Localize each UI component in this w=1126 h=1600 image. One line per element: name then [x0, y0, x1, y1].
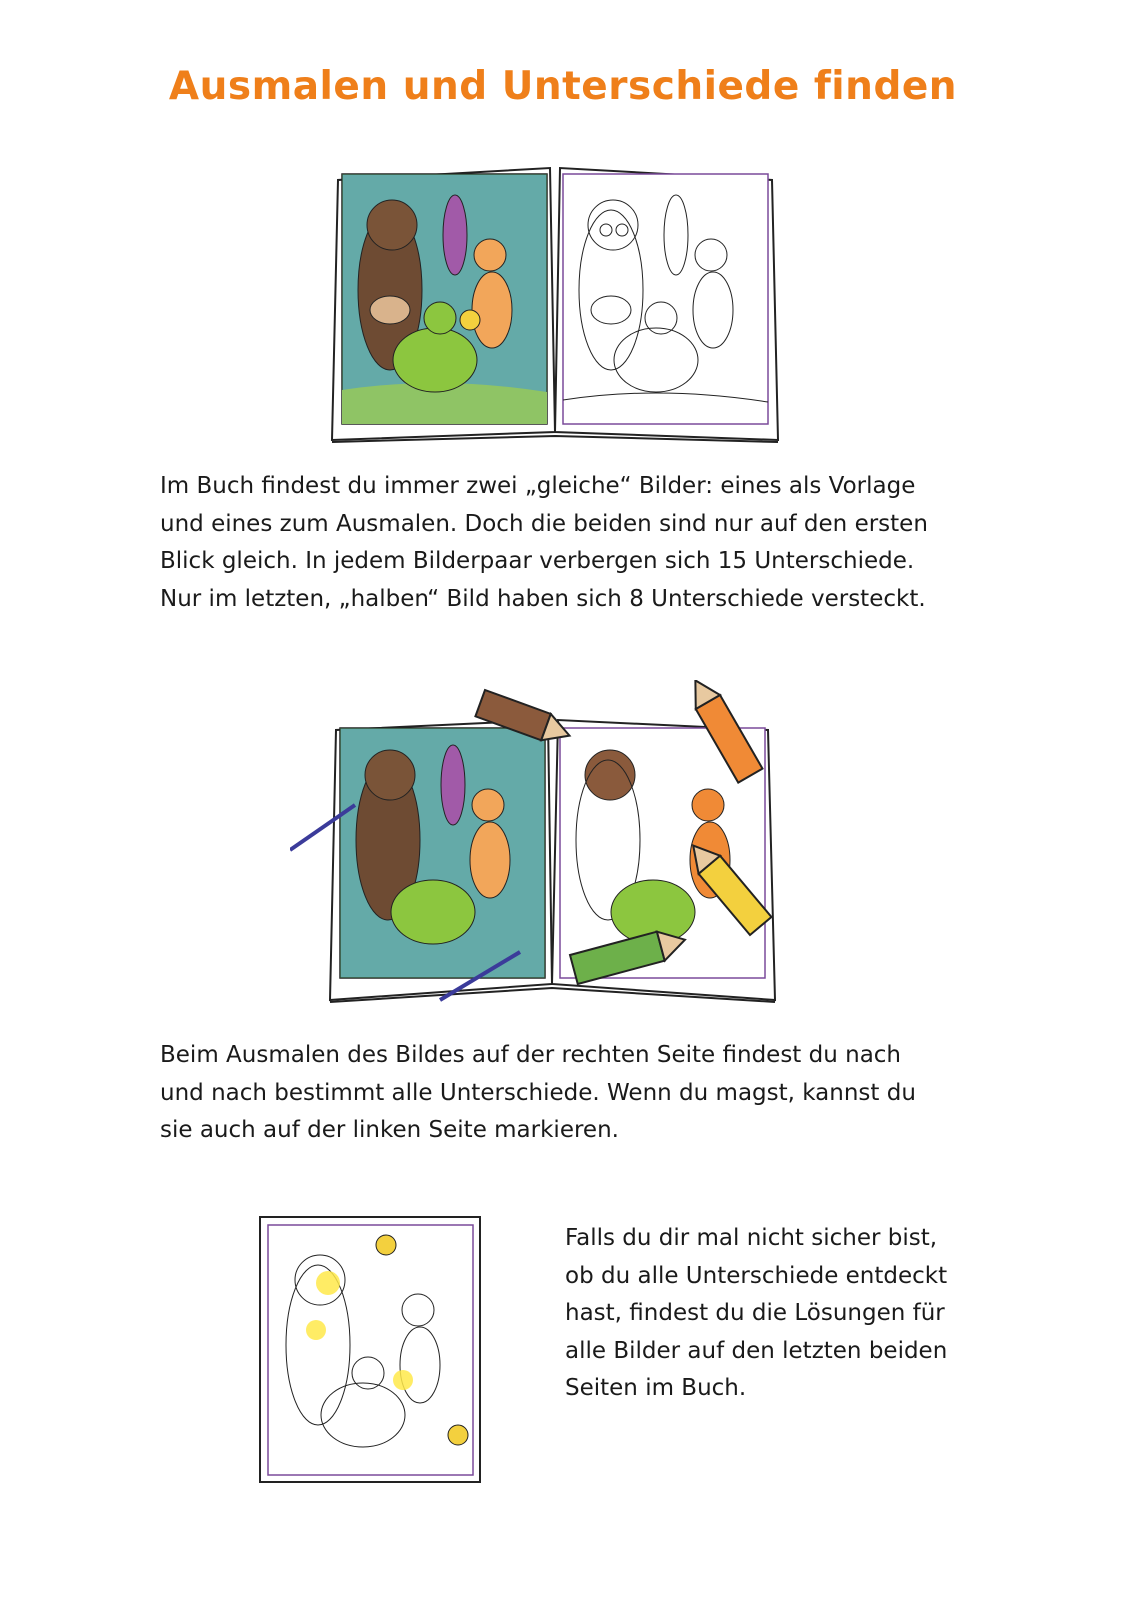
text-line: Falls du dir mal nicht sicher bist, — [565, 1225, 938, 1251]
text-line: alle Bilder auf den letzten beiden — [565, 1337, 948, 1364]
text-line: Im Buch findest du immer zwei „gleiche“ Bilder: eines als Vorlage — [160, 473, 916, 499]
text-line: hast, findest du die Lösungen für — [565, 1300, 945, 1326]
open-book-illustration — [330, 160, 780, 450]
open-book-with-pencils-illustration — [290, 680, 810, 1010]
solution-page-illustration — [258, 1215, 483, 1485]
text-line: und eines zum Ausmalen. Doch die beiden sind nur auf den ersten — [160, 510, 928, 537]
coloring-paragraph — [160, 1037, 916, 1150]
text-line: sie auch auf der linken Seite markieren. — [160, 1117, 619, 1143]
solution-paragraph — [565, 1220, 947, 1408]
page-title: Ausmalen und Unterschiede finden — [168, 64, 958, 109]
text-line: ob du alle Unterschiede entdeckt — [565, 1262, 948, 1289]
intro-paragraph — [160, 468, 928, 618]
text-line: Seiten im Buch. — [565, 1375, 747, 1401]
text-line: Blick gleich. In jedem Bilderpaar verbergen sich 15 Unterschiede. — [160, 548, 915, 574]
text-line: Beim Ausmalen des Bildes auf der rechten Seite findest du nach — [160, 1042, 902, 1068]
text-line: und nach bestimmt alle Unterschiede. Wenn du magst, kannst du — [160, 1079, 916, 1106]
text-line: Nur im letzten, „halben“ Bild haben sich 8 Unterschiede versteckt. — [160, 585, 926, 612]
